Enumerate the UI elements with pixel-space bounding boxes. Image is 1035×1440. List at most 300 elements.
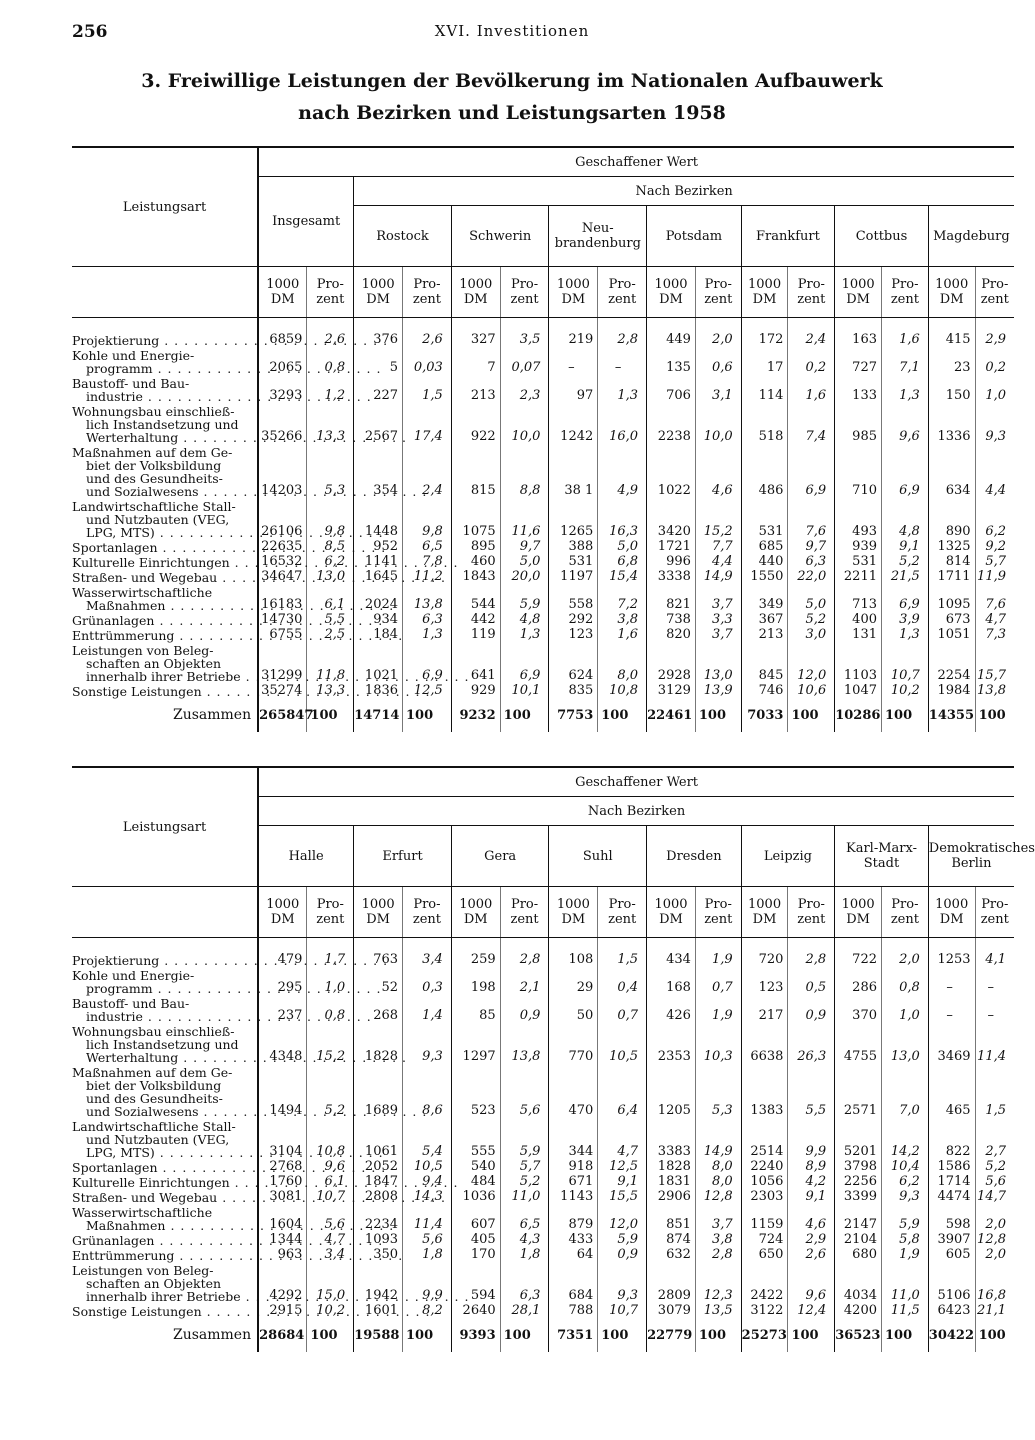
percent-cell: 5,2 — [500, 1174, 549, 1189]
percent-cell: 4,1 — [975, 952, 1014, 967]
percent-cell: 13,3 — [307, 683, 354, 698]
value-cell: 3798 — [835, 1159, 882, 1174]
category-label — [72, 995, 258, 1023]
percent-cell: 7,0 — [882, 1064, 929, 1118]
value-cell: 518 — [741, 403, 788, 444]
percent-cell: 5,9 — [882, 1204, 929, 1232]
percent-cell: 10,4 — [882, 1159, 929, 1174]
value-cell: 890 — [928, 498, 975, 539]
percent-cell: 1,0 — [975, 375, 1014, 403]
percent-cell: 6,9 — [882, 444, 929, 498]
value-cell: 523 — [451, 1064, 500, 1118]
percent-cell: 7,1 — [882, 347, 929, 375]
total-value-cell: 265847 — [258, 698, 307, 732]
table-row — [72, 627, 1014, 642]
percent-cell: 1,9 — [695, 995, 741, 1023]
category-label — [72, 554, 258, 569]
percent-cell: 3,7 — [695, 584, 741, 612]
value-cell: 770 — [549, 1023, 598, 1064]
table-row — [72, 1118, 1014, 1159]
value-cell: 1051 — [928, 627, 975, 642]
unit-header-prozent: Pro-zent — [598, 267, 647, 318]
value-cell: 460 — [451, 554, 500, 569]
percent-cell: 4,3 — [500, 1232, 549, 1247]
total-value-cell: 7351 — [549, 1318, 598, 1352]
total-value-cell: 9393 — [451, 1318, 500, 1352]
value-cell: 114 — [741, 375, 788, 403]
unit-header-prozent: Pro-zent — [695, 887, 741, 938]
category-line: und Nutzbauten (VEG, — [86, 512, 230, 527]
value-cell: 895 — [451, 539, 500, 554]
value-cell: 26106 — [258, 498, 307, 539]
percent-cell: 6,3 — [500, 1262, 549, 1303]
value-cell: 720 — [741, 952, 788, 967]
percent-cell: 10,7 — [882, 642, 929, 683]
unit-header-prozent: Pro-zent — [788, 267, 835, 318]
value-cell: 123 — [741, 967, 788, 995]
category-line: Landwirtschaftliche Stall- — [72, 1119, 236, 1134]
value-cell: 370 — [835, 995, 882, 1023]
percent-cell: 1,8 — [403, 1247, 452, 1262]
category-label — [72, 403, 258, 444]
table-row — [72, 347, 1014, 375]
percent-cell: 1,5 — [975, 1064, 1014, 1118]
total-percent-cell: 100 — [882, 698, 929, 732]
district-header: Frankfurt — [741, 206, 835, 267]
value-cell: 227 — [354, 375, 403, 403]
unit-header-prozent: Pro-zent — [882, 887, 929, 938]
value-cell: 1325 — [928, 539, 975, 554]
running-header: XVI. Investitionen — [434, 22, 590, 40]
percent-cell: 28,1 — [500, 1303, 549, 1318]
category-line: industrie . . . — [72, 1010, 253, 1023]
value-cell: 685 — [741, 539, 788, 554]
percent-cell: 4,9 — [598, 444, 647, 498]
value-cell: 710 — [835, 444, 882, 498]
value-cell: 217 — [741, 995, 788, 1023]
percent-cell: 0,2 — [975, 347, 1014, 375]
category-line: und Nutzbauten (VEG, — [86, 1132, 230, 1147]
leistungsart-header: Leistungsart — [72, 147, 258, 267]
table-row — [72, 1159, 1014, 1174]
percent-cell: 1,4 — [403, 995, 452, 1023]
percent-cell: 13,0 — [695, 642, 741, 683]
total-value-cell: 19588 — [354, 1318, 403, 1352]
value-cell: 108 — [549, 952, 598, 967]
value-cell: 3383 — [647, 1118, 696, 1159]
percent-cell: 3,9 — [882, 612, 929, 627]
nach-bezirken-header: Nach Bezirken — [258, 797, 1014, 826]
percent-cell: 11,4 — [975, 1023, 1014, 1064]
percent-cell: 2,1 — [500, 967, 549, 995]
percent-cell: 2,8 — [500, 952, 549, 967]
value-cell: 172 — [741, 332, 788, 347]
percent-cell: 1,3 — [403, 627, 452, 642]
percent-cell: – — [975, 995, 1014, 1023]
category-line: biet der Volksbildung — [86, 1078, 222, 1093]
category-line: Kohle und Energie- — [72, 348, 195, 363]
total-percent-cell: 100 — [695, 698, 741, 732]
value-cell: 624 — [549, 642, 598, 683]
value-cell: 4755 — [835, 1023, 882, 1064]
percent-cell: 15,4 — [598, 569, 647, 584]
value-cell: 3129 — [647, 683, 696, 698]
percent-cell: 13,3 — [307, 403, 354, 444]
percent-cell: 0,7 — [695, 967, 741, 995]
percent-cell: 0,8 — [307, 995, 354, 1023]
value-cell: 1056 — [741, 1174, 788, 1189]
value-cell: 1601 — [354, 1303, 403, 1318]
percent-cell: 5,9 — [500, 1118, 549, 1159]
value-cell: 1143 — [549, 1189, 598, 1204]
unit-header-prozent: Pro-zent — [500, 267, 549, 318]
percent-cell: 8,6 — [403, 1064, 452, 1118]
value-cell: 2234 — [354, 1204, 403, 1232]
value-cell: 131 — [835, 627, 882, 642]
totals-row — [72, 1318, 1014, 1352]
total-value-cell: 10286 — [835, 698, 882, 732]
percent-cell: 1,0 — [882, 995, 929, 1023]
percent-cell: 1,8 — [500, 1247, 549, 1262]
value-cell: 821 — [647, 584, 696, 612]
unit-header-dm: 1000 DM — [258, 887, 307, 938]
category-line: Enttrümmerung . . . — [72, 629, 253, 642]
value-cell: 259 — [451, 952, 500, 967]
value-cell: 198 — [451, 967, 500, 995]
value-cell: 1604 — [258, 1204, 307, 1232]
value-cell: 1103 — [835, 642, 882, 683]
table-row — [72, 952, 1014, 967]
category-line: Grünanlagen . . . — [72, 614, 253, 627]
table-row — [72, 569, 1014, 584]
percent-cell: 5,6 — [975, 1174, 1014, 1189]
geschaffener-wert-header: Geschaffener Wert — [258, 767, 1014, 797]
geschaffener-wert-header: Geschaffener Wert — [258, 147, 1014, 177]
value-cell: 820 — [647, 627, 696, 642]
percent-cell: 0,03 — [403, 347, 452, 375]
category-label — [72, 952, 258, 967]
unit-header-prozent: Pro-zent — [403, 887, 452, 938]
category-label — [72, 967, 258, 995]
percent-cell: 4,6 — [788, 1204, 835, 1232]
value-cell: 23 — [928, 347, 975, 375]
percent-cell: 5,4 — [403, 1118, 452, 1159]
value-cell: 634 — [928, 444, 975, 498]
percent-cell: 2,7 — [975, 1118, 1014, 1159]
percent-cell: 4,8 — [882, 498, 929, 539]
value-cell: 5106 — [928, 1262, 975, 1303]
percent-cell: 10,8 — [307, 1118, 354, 1159]
percent-cell: 5,0 — [598, 539, 647, 554]
category-line: und Sozialwesens . . . — [72, 485, 253, 498]
value-cell: 2768 — [258, 1159, 307, 1174]
percent-cell: 15,7 — [975, 642, 1014, 683]
value-cell: 922 — [451, 403, 500, 444]
category-label — [72, 1174, 258, 1189]
percent-cell: 10,6 — [788, 683, 835, 698]
percent-cell: 9,6 — [882, 403, 929, 444]
percent-cell: 2,0 — [695, 332, 741, 347]
percent-cell: 2,5 — [307, 627, 354, 642]
unit-header-dm: 1000 DM — [647, 267, 696, 318]
category-label — [72, 1189, 258, 1204]
table-row — [72, 612, 1014, 627]
total-value-cell: 22779 — [647, 1318, 696, 1352]
value-cell: 724 — [741, 1232, 788, 1247]
unit-header-dm: 1000 DM — [647, 887, 696, 938]
value-cell: 845 — [741, 642, 788, 683]
percent-cell: 9,1 — [788, 1189, 835, 1204]
total-percent-cell: 100 — [598, 1318, 647, 1352]
value-cell: 434 — [647, 952, 696, 967]
value-cell: 1831 — [647, 1174, 696, 1189]
percent-cell: 5,2 — [788, 612, 835, 627]
category-line: Sonstige Leistungen . . . — [72, 685, 253, 698]
unit-header-dm: 1000 DM — [258, 267, 307, 318]
value-cell: 2567 — [354, 403, 403, 444]
value-cell: 727 — [835, 347, 882, 375]
category-label — [72, 627, 258, 642]
category-line: Wohnungsbau einschließ- — [72, 1024, 235, 1039]
value-cell: 1721 — [647, 539, 696, 554]
value-cell: 295 — [258, 967, 307, 995]
category-line: Kulturelle Einrichtungen . . . — [72, 1176, 253, 1189]
category-line: industrie . . . — [72, 390, 253, 403]
percent-cell: 3,7 — [695, 627, 741, 642]
table-row — [72, 375, 1014, 403]
percent-cell: 2,4 — [788, 332, 835, 347]
value-cell: 465 — [928, 1064, 975, 1118]
category-label — [72, 683, 258, 698]
value-cell: 1197 — [549, 569, 598, 584]
percent-cell: 3,8 — [598, 612, 647, 627]
value-cell: 16183 — [258, 584, 307, 612]
percent-cell: 21,5 — [882, 569, 929, 584]
value-cell: 213 — [451, 375, 500, 403]
unit-header-prozent: Pro-zent — [975, 267, 1014, 318]
value-cell: 1093 — [354, 1232, 403, 1247]
value-cell: 918 — [549, 1159, 598, 1174]
value-cell: 1265 — [549, 498, 598, 539]
value-cell: 598 — [928, 1204, 975, 1232]
category-line: Wasserwirtschaftliche — [72, 585, 213, 600]
percent-cell: 15,5 — [598, 1189, 647, 1204]
category-line: Kulturelle Einrichtungen . . . — [72, 556, 253, 569]
page-number: 256 — [72, 22, 108, 42]
percent-cell: 16,8 — [975, 1262, 1014, 1303]
category-label — [72, 1159, 258, 1174]
value-cell: 4200 — [835, 1303, 882, 1318]
value-cell: 558 — [549, 584, 598, 612]
value-cell: 746 — [741, 683, 788, 698]
value-cell: 2104 — [835, 1232, 882, 1247]
percent-cell: 15,2 — [695, 498, 741, 539]
value-cell: 1714 — [928, 1174, 975, 1189]
unit-header-dm: 1000 DM — [741, 267, 788, 318]
value-cell: 470 — [549, 1064, 598, 1118]
value-cell: 851 — [647, 1204, 696, 1232]
value-cell: 4292 — [258, 1262, 307, 1303]
value-cell: 3122 — [741, 1303, 788, 1318]
value-cell: 2303 — [741, 1189, 788, 1204]
district-header: Dresden — [647, 826, 742, 887]
value-cell: 29 — [549, 967, 598, 995]
unit-header-dm: 1000 DM — [451, 887, 500, 938]
percent-cell: 0,4 — [598, 967, 647, 995]
total-percent-cell: 100 — [975, 698, 1014, 732]
value-cell: 35266 — [258, 403, 307, 444]
category-line: Maßnahmen . . . — [72, 1219, 253, 1232]
value-cell: 2211 — [835, 569, 882, 584]
value-cell: 6859 — [258, 332, 307, 347]
value-cell: 684 — [549, 1262, 598, 1303]
percent-cell: 1,3 — [882, 375, 929, 403]
percent-cell: 21,1 — [975, 1303, 1014, 1318]
district-header: Magdeburg — [928, 206, 1014, 267]
value-cell: 1689 — [354, 1064, 403, 1118]
total-value-cell: 7753 — [549, 698, 598, 732]
value-cell: 14203 — [258, 444, 307, 498]
value-cell: 1075 — [451, 498, 500, 539]
value-cell: 449 — [647, 332, 696, 347]
value-cell: 934 — [354, 612, 403, 627]
value-cell: 1843 — [451, 569, 500, 584]
value-cell: 5201 — [835, 1118, 882, 1159]
percent-cell: 2,0 — [975, 1204, 1014, 1232]
percent-cell: 13,9 — [695, 683, 741, 698]
value-cell: 14730 — [258, 612, 307, 627]
value-cell: 52 — [354, 967, 403, 995]
percent-cell: 4,4 — [695, 554, 741, 569]
total-value-cell: 14355 — [928, 698, 975, 732]
unit-header-prozent: Pro-zent — [975, 887, 1014, 938]
percent-cell: 0,6 — [695, 347, 741, 375]
value-cell: 2514 — [741, 1118, 788, 1159]
unit-header-dm: 1000 DM — [549, 887, 598, 938]
value-cell: 3079 — [647, 1303, 696, 1318]
value-cell: 442 — [451, 612, 500, 627]
value-cell: 2052 — [354, 1159, 403, 1174]
percent-cell: 17,4 — [403, 403, 452, 444]
value-cell: 531 — [549, 554, 598, 569]
percent-cell: 13,8 — [403, 584, 452, 612]
value-cell: – — [928, 995, 975, 1023]
value-cell: 6755 — [258, 627, 307, 642]
value-cell: 1586 — [928, 1159, 975, 1174]
category-line: Landwirtschaftliche Stall- — [72, 499, 236, 514]
value-cell: 673 — [928, 612, 975, 627]
unit-header-dm: 1000 DM — [451, 267, 500, 318]
percent-cell: 6,8 — [598, 554, 647, 569]
total-value-cell: 28684 — [258, 1318, 307, 1352]
category-line: Leistungen von Beleg- — [72, 643, 214, 658]
value-cell: 1061 — [354, 1118, 403, 1159]
percent-cell: 8,0 — [598, 642, 647, 683]
category-label — [72, 612, 258, 627]
percent-cell: 9,2 — [975, 539, 1014, 554]
value-cell: 286 — [835, 967, 882, 995]
percent-cell: 6,9 — [788, 444, 835, 498]
percent-cell: 6,3 — [788, 554, 835, 569]
value-cell: 6638 — [741, 1023, 788, 1064]
percent-cell: 5,2 — [882, 554, 929, 569]
value-cell: 815 — [451, 444, 500, 498]
table-row — [72, 1174, 1014, 1189]
category-label — [72, 1118, 258, 1159]
percent-cell: 2,8 — [598, 332, 647, 347]
table-title-line-1: 3. Freiwillige Leistungen der Bevölkerung im Nationalen Aufbauwerk — [141, 70, 883, 92]
value-cell: 3338 — [647, 569, 696, 584]
value-cell: 2238 — [647, 403, 696, 444]
leistungsart-header: Leistungsart — [72, 767, 258, 887]
value-cell: 3420 — [647, 498, 696, 539]
value-cell: 1984 — [928, 683, 975, 698]
total-value-cell: 22461 — [647, 698, 696, 732]
value-cell: 3081 — [258, 1189, 307, 1204]
percent-cell: 9,9 — [788, 1118, 835, 1159]
value-cell: 354 — [354, 444, 403, 498]
category-line: Maßnahmen auf dem Ge- — [72, 1065, 233, 1080]
value-cell: 605 — [928, 1247, 975, 1262]
value-cell: 607 — [451, 1204, 500, 1232]
value-cell: 376 — [354, 332, 403, 347]
percent-cell: 6,9 — [500, 642, 549, 683]
percent-cell: 8,0 — [695, 1174, 741, 1189]
value-cell: 3907 — [928, 1232, 975, 1247]
percent-cell: 2,0 — [975, 1247, 1014, 1262]
value-cell: 1344 — [258, 1232, 307, 1247]
percent-cell: 12,4 — [788, 1303, 835, 1318]
value-cell: 400 — [835, 612, 882, 627]
percent-cell: 3,5 — [500, 332, 549, 347]
table-row — [72, 995, 1014, 1023]
category-line: Sportanlagen . . . — [72, 1161, 253, 1174]
value-cell: 929 — [451, 683, 500, 698]
percent-cell: 5,0 — [788, 584, 835, 612]
unit-header-prozent: Pro-zent — [882, 267, 929, 318]
percent-cell: 11,0 — [500, 1189, 549, 1204]
category-label — [72, 1303, 258, 1318]
percent-cell: 4,7 — [307, 1232, 354, 1247]
category-line: Straßen- und Wegebau . . . — [72, 571, 253, 584]
percent-cell: 14,2 — [882, 1118, 929, 1159]
percent-cell: 11,9 — [975, 569, 1014, 584]
value-cell: 1253 — [928, 952, 975, 967]
percent-cell: 5,6 — [500, 1064, 549, 1118]
value-cell: 327 — [451, 332, 500, 347]
percent-cell: 1,2 — [307, 375, 354, 403]
unit-header-prozent: Pro-zent — [403, 267, 452, 318]
category-line: Grünanlagen . . . — [72, 1234, 253, 1247]
percent-cell: 3,1 — [695, 375, 741, 403]
percent-cell: 0,07 — [500, 347, 549, 375]
value-cell: 632 — [647, 1247, 696, 1262]
table-row — [72, 498, 1014, 539]
value-cell: 1022 — [647, 444, 696, 498]
value-cell: 2915 — [258, 1303, 307, 1318]
percent-cell: 5,7 — [500, 1159, 549, 1174]
percent-cell: 9,3 — [598, 1262, 647, 1303]
percent-cell: 1,3 — [500, 627, 549, 642]
value-cell: 1828 — [647, 1159, 696, 1174]
value-cell: 7 — [451, 347, 500, 375]
value-cell: 1242 — [549, 403, 598, 444]
value-cell: 350 — [354, 1247, 403, 1262]
value-cell: 5 — [354, 347, 403, 375]
value-cell: 35274 — [258, 683, 307, 698]
table-row — [72, 539, 1014, 554]
percent-cell: 14,9 — [695, 569, 741, 584]
